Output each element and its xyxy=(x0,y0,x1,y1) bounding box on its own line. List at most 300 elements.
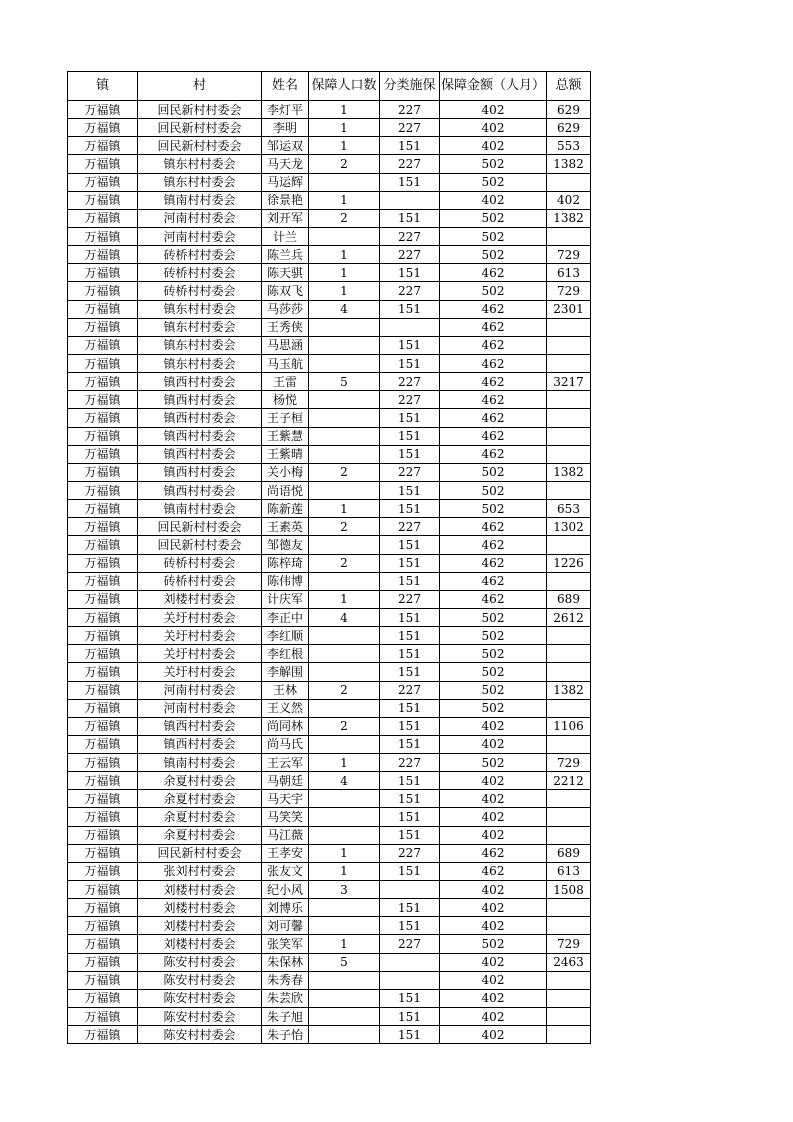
cell-classified-aid: 151 xyxy=(380,699,440,717)
cell-total xyxy=(547,318,591,336)
cell-classified-aid: 227 xyxy=(380,282,440,300)
cell-town: 万福镇 xyxy=(68,862,138,880)
cell-village: 砖桥村村委会 xyxy=(138,282,262,300)
cell-population: 1 xyxy=(309,191,380,209)
cell-name: 王紫晴 xyxy=(262,445,309,463)
cell-town: 万福镇 xyxy=(68,1026,138,1044)
table-row xyxy=(68,119,591,137)
table-row xyxy=(68,554,591,572)
cell-amount: 462 xyxy=(440,427,547,445)
cell-amount: 502 xyxy=(440,699,547,717)
cell-amount: 402 xyxy=(440,826,547,844)
cell-population xyxy=(309,536,380,554)
cell-village: 镇西村村委会 xyxy=(138,409,262,427)
cell-total xyxy=(547,989,591,1007)
cell-population xyxy=(309,917,380,935)
cell-town: 万福镇 xyxy=(68,627,138,645)
cell-population: 1 xyxy=(309,500,380,518)
cell-amount: 462 xyxy=(440,391,547,409)
cell-classified-aid xyxy=(380,318,440,336)
cell-amount: 402 xyxy=(440,971,547,989)
cell-town: 万福镇 xyxy=(68,173,138,191)
cell-town: 万福镇 xyxy=(68,409,138,427)
cell-amount: 462 xyxy=(440,300,547,318)
cell-village: 镇东村村委会 xyxy=(138,354,262,372)
table-row xyxy=(68,354,591,372)
cell-total xyxy=(547,735,591,753)
cell-name: 尚马氏 xyxy=(262,735,309,753)
cell-town: 万福镇 xyxy=(68,645,138,663)
table-row xyxy=(68,209,591,227)
table-row xyxy=(68,772,591,790)
table-row xyxy=(68,808,591,826)
cell-total xyxy=(547,663,591,681)
table-row xyxy=(68,645,591,663)
cell-classified-aid: 151 xyxy=(380,663,440,681)
cell-total: 2212 xyxy=(547,772,591,790)
cell-town: 万福镇 xyxy=(68,772,138,790)
cell-total xyxy=(547,808,591,826)
cell-town: 万福镇 xyxy=(68,989,138,1007)
cell-village: 砖桥村村委会 xyxy=(138,572,262,590)
cell-total: 1382 xyxy=(547,155,591,173)
cell-classified-aid: 151 xyxy=(380,572,440,590)
cell-population xyxy=(309,318,380,336)
table-row xyxy=(68,754,591,772)
cell-town: 万福镇 xyxy=(68,699,138,717)
cell-classified-aid: 151 xyxy=(380,862,440,880)
cell-village: 镇西村村委会 xyxy=(138,373,262,391)
cell-classified-aid: 151 xyxy=(380,137,440,155)
cell-classified-aid xyxy=(380,191,440,209)
cell-name: 李正中 xyxy=(262,608,309,626)
cell-town: 万福镇 xyxy=(68,572,138,590)
cell-town: 万福镇 xyxy=(68,463,138,481)
cell-classified-aid xyxy=(380,971,440,989)
cell-classified-aid: 227 xyxy=(380,463,440,481)
cell-village: 余夏村村委会 xyxy=(138,826,262,844)
cell-town: 万福镇 xyxy=(68,336,138,354)
cell-population xyxy=(309,627,380,645)
table-row xyxy=(68,608,591,626)
cell-name: 王秀侠 xyxy=(262,318,309,336)
cell-name: 王林 xyxy=(262,681,309,699)
cell-amount: 502 xyxy=(440,246,547,264)
table-row xyxy=(68,663,591,681)
cell-village: 回民新村村委会 xyxy=(138,536,262,554)
cell-name: 陈双飞 xyxy=(262,282,309,300)
table-row xyxy=(68,264,591,282)
cell-classified-aid: 227 xyxy=(380,373,440,391)
cell-total xyxy=(547,445,591,463)
cell-village: 余夏村村委会 xyxy=(138,808,262,826)
table-row xyxy=(68,717,591,735)
cell-classified-aid: 151 xyxy=(380,264,440,282)
table-row xyxy=(68,735,591,753)
cell-name: 纪小风 xyxy=(262,881,309,899)
cell-amount: 502 xyxy=(440,608,547,626)
cell-total xyxy=(547,645,591,663)
cell-classified-aid xyxy=(380,953,440,971)
cell-village: 回民新村村委会 xyxy=(138,844,262,862)
cell-name: 李灯平 xyxy=(262,101,309,119)
table-row xyxy=(68,137,591,155)
cell-village: 回民新村村委会 xyxy=(138,101,262,119)
cell-village: 镇西村村委会 xyxy=(138,735,262,753)
cell-village: 砖桥村村委会 xyxy=(138,264,262,282)
header-total: 总额 xyxy=(547,72,591,101)
cell-total: 1106 xyxy=(547,717,591,735)
cell-name: 朱芸欣 xyxy=(262,989,309,1007)
cell-classified-aid: 151 xyxy=(380,989,440,1007)
cell-amount: 402 xyxy=(440,881,547,899)
header-town: 镇 xyxy=(68,72,138,101)
cell-name: 徐景艳 xyxy=(262,191,309,209)
cell-classified-aid: 227 xyxy=(380,155,440,173)
cell-name: 张笑军 xyxy=(262,935,309,953)
cell-town: 万福镇 xyxy=(68,826,138,844)
table-row xyxy=(68,155,591,173)
cell-village: 河南村村委会 xyxy=(138,699,262,717)
cell-village: 刘楼村村委会 xyxy=(138,917,262,935)
cell-town: 万福镇 xyxy=(68,844,138,862)
cell-total: 2463 xyxy=(547,953,591,971)
cell-classified-aid: 227 xyxy=(380,681,440,699)
cell-total xyxy=(547,354,591,372)
cell-amount: 462 xyxy=(440,318,547,336)
cell-amount: 462 xyxy=(440,536,547,554)
table-row xyxy=(68,318,591,336)
cell-population: 2 xyxy=(309,717,380,735)
cell-classified-aid: 151 xyxy=(380,772,440,790)
cell-amount: 462 xyxy=(440,554,547,572)
cell-population xyxy=(309,790,380,808)
cell-village: 关圩村村委会 xyxy=(138,627,262,645)
table-row xyxy=(68,826,591,844)
cell-town: 万福镇 xyxy=(68,1008,138,1026)
table-row xyxy=(68,899,591,917)
cell-total: 553 xyxy=(547,137,591,155)
cell-population xyxy=(309,354,380,372)
cell-classified-aid: 151 xyxy=(380,536,440,554)
cell-village: 镇西村村委会 xyxy=(138,427,262,445)
cell-name: 尚语悦 xyxy=(262,481,309,499)
cell-amount: 502 xyxy=(440,645,547,663)
table-row xyxy=(68,391,591,409)
cell-amount: 462 xyxy=(440,844,547,862)
cell-name: 刘可馨 xyxy=(262,917,309,935)
cell-amount: 462 xyxy=(440,354,547,372)
cell-total xyxy=(547,536,591,554)
cell-total xyxy=(547,391,591,409)
cell-total: 1302 xyxy=(547,518,591,536)
cell-town: 万福镇 xyxy=(68,881,138,899)
cell-town: 万福镇 xyxy=(68,518,138,536)
cell-total: 2301 xyxy=(547,300,591,318)
cell-town: 万福镇 xyxy=(68,373,138,391)
table-row xyxy=(68,445,591,463)
cell-amount: 462 xyxy=(440,264,547,282)
cell-classified-aid: 151 xyxy=(380,554,440,572)
header-name: 姓名 xyxy=(262,72,309,101)
cell-village: 刘楼村村委会 xyxy=(138,590,262,608)
cell-classified-aid: 151 xyxy=(380,427,440,445)
cell-total xyxy=(547,409,591,427)
cell-total: 1226 xyxy=(547,554,591,572)
cell-population: 1 xyxy=(309,590,380,608)
cell-population: 2 xyxy=(309,463,380,481)
cell-population xyxy=(309,481,380,499)
cell-total xyxy=(547,971,591,989)
cell-town: 万福镇 xyxy=(68,808,138,826)
cell-population xyxy=(309,445,380,463)
cell-population xyxy=(309,699,380,717)
cell-amount: 462 xyxy=(440,518,547,536)
cell-population xyxy=(309,808,380,826)
cell-population: 2 xyxy=(309,554,380,572)
cell-town: 万福镇 xyxy=(68,554,138,572)
cell-total: 729 xyxy=(547,754,591,772)
cell-village: 陈安村村委会 xyxy=(138,1026,262,1044)
cell-town: 万福镇 xyxy=(68,953,138,971)
cell-amount: 402 xyxy=(440,989,547,1007)
cell-amount: 462 xyxy=(440,862,547,880)
cell-village: 回民新村村委会 xyxy=(138,119,262,137)
cell-name: 李解围 xyxy=(262,663,309,681)
cell-population xyxy=(309,227,380,245)
cell-name: 王紫慧 xyxy=(262,427,309,445)
cell-total: 1382 xyxy=(547,681,591,699)
cell-classified-aid: 227 xyxy=(380,590,440,608)
cell-total: 689 xyxy=(547,590,591,608)
cell-classified-aid: 151 xyxy=(380,1026,440,1044)
cell-town: 万福镇 xyxy=(68,681,138,699)
cell-classified-aid: 227 xyxy=(380,246,440,264)
cell-town: 万福镇 xyxy=(68,663,138,681)
cell-name: 王雷 xyxy=(262,373,309,391)
cell-amount: 402 xyxy=(440,1008,547,1026)
cell-classified-aid: 151 xyxy=(380,409,440,427)
cell-name: 邹运双 xyxy=(262,137,309,155)
cell-total: 689 xyxy=(547,844,591,862)
cell-amount: 402 xyxy=(440,191,547,209)
cell-population xyxy=(309,989,380,1007)
cell-population xyxy=(309,645,380,663)
cell-amount: 502 xyxy=(440,463,547,481)
cell-village: 余夏村村委会 xyxy=(138,790,262,808)
cell-total: 613 xyxy=(547,862,591,880)
table-row xyxy=(68,881,591,899)
cell-amount: 402 xyxy=(440,137,547,155)
header-population: 保障人口数 xyxy=(309,72,380,101)
cell-name: 王子桓 xyxy=(262,409,309,427)
cell-village: 余夏村村委会 xyxy=(138,772,262,790)
cell-name: 张友文 xyxy=(262,862,309,880)
cell-population xyxy=(309,427,380,445)
cell-classified-aid: 151 xyxy=(380,173,440,191)
cell-classified-aid: 151 xyxy=(380,445,440,463)
table-body xyxy=(68,101,591,1044)
cell-name: 朱子怡 xyxy=(262,1026,309,1044)
cell-village: 镇南村村委会 xyxy=(138,754,262,772)
cell-population xyxy=(309,826,380,844)
cell-name: 马莎莎 xyxy=(262,300,309,318)
cell-village: 镇东村村委会 xyxy=(138,300,262,318)
cell-classified-aid: 151 xyxy=(380,917,440,935)
cell-village: 镇东村村委会 xyxy=(138,173,262,191)
cell-amount: 502 xyxy=(440,173,547,191)
cell-village: 镇南村村委会 xyxy=(138,191,262,209)
cell-classified-aid: 151 xyxy=(380,899,440,917)
cell-classified-aid: 227 xyxy=(380,227,440,245)
cell-town: 万福镇 xyxy=(68,318,138,336)
cell-town: 万福镇 xyxy=(68,790,138,808)
cell-amount: 502 xyxy=(440,627,547,645)
table-row xyxy=(68,373,591,391)
cell-town: 万福镇 xyxy=(68,227,138,245)
cell-population: 4 xyxy=(309,772,380,790)
cell-name: 王孝安 xyxy=(262,844,309,862)
cell-amount: 402 xyxy=(440,899,547,917)
cell-population xyxy=(309,391,380,409)
cell-total: 1508 xyxy=(547,881,591,899)
cell-town: 万福镇 xyxy=(68,445,138,463)
table-row xyxy=(68,953,591,971)
cell-name: 王素英 xyxy=(262,518,309,536)
cell-town: 万福镇 xyxy=(68,137,138,155)
cell-total xyxy=(547,481,591,499)
cell-amount: 502 xyxy=(440,500,547,518)
cell-town: 万福镇 xyxy=(68,735,138,753)
cell-total: 3217 xyxy=(547,373,591,391)
cell-population: 4 xyxy=(309,300,380,318)
cell-total: 629 xyxy=(547,101,591,119)
cell-village: 河南村村委会 xyxy=(138,209,262,227)
cell-population xyxy=(309,173,380,191)
assistance-table xyxy=(67,71,591,1044)
cell-amount: 402 xyxy=(440,101,547,119)
table-row xyxy=(68,427,591,445)
cell-population xyxy=(309,899,380,917)
cell-name: 马天宇 xyxy=(262,790,309,808)
cell-amount: 402 xyxy=(440,808,547,826)
cell-town: 万福镇 xyxy=(68,101,138,119)
cell-amount: 402 xyxy=(440,119,547,137)
cell-village: 关圩村村委会 xyxy=(138,645,262,663)
cell-total xyxy=(547,227,591,245)
cell-amount: 502 xyxy=(440,282,547,300)
cell-town: 万福镇 xyxy=(68,246,138,264)
cell-town: 万福镇 xyxy=(68,590,138,608)
cell-classified-aid: 151 xyxy=(380,354,440,372)
cell-classified-aid: 227 xyxy=(380,391,440,409)
cell-total xyxy=(547,627,591,645)
cell-total: 629 xyxy=(547,119,591,137)
cell-classified-aid: 151 xyxy=(380,735,440,753)
cell-village: 镇西村村委会 xyxy=(138,391,262,409)
cell-classified-aid: 151 xyxy=(380,300,440,318)
cell-town: 万福镇 xyxy=(68,119,138,137)
cell-town: 万福镇 xyxy=(68,971,138,989)
cell-population: 2 xyxy=(309,681,380,699)
cell-name: 马运辉 xyxy=(262,173,309,191)
cell-classified-aid: 227 xyxy=(380,101,440,119)
cell-population: 5 xyxy=(309,373,380,391)
cell-population: 1 xyxy=(309,101,380,119)
cell-population: 3 xyxy=(309,881,380,899)
table-row xyxy=(68,917,591,935)
cell-population: 1 xyxy=(309,935,380,953)
cell-town: 万福镇 xyxy=(68,300,138,318)
cell-village: 陈安村村委会 xyxy=(138,971,262,989)
cell-name: 朱保林 xyxy=(262,953,309,971)
cell-name: 马笑笑 xyxy=(262,808,309,826)
cell-name: 马玉航 xyxy=(262,354,309,372)
cell-town: 万福镇 xyxy=(68,191,138,209)
cell-town: 万福镇 xyxy=(68,500,138,518)
table-row xyxy=(68,1008,591,1026)
cell-total xyxy=(547,899,591,917)
cell-total xyxy=(547,699,591,717)
cell-population: 2 xyxy=(309,155,380,173)
cell-population: 1 xyxy=(309,862,380,880)
table-row xyxy=(68,409,591,427)
cell-town: 万福镇 xyxy=(68,282,138,300)
cell-amount: 402 xyxy=(440,772,547,790)
table-row xyxy=(68,101,591,119)
cell-village: 陈安村村委会 xyxy=(138,953,262,971)
cell-town: 万福镇 xyxy=(68,354,138,372)
cell-amount: 502 xyxy=(440,663,547,681)
cell-name: 陈伟博 xyxy=(262,572,309,590)
cell-amount: 462 xyxy=(440,409,547,427)
cell-town: 万福镇 xyxy=(68,917,138,935)
cell-classified-aid: 227 xyxy=(380,518,440,536)
cell-amount: 462 xyxy=(440,373,547,391)
cell-population xyxy=(309,1008,380,1026)
cell-population: 2 xyxy=(309,209,380,227)
cell-village: 镇西村村委会 xyxy=(138,445,262,463)
cell-name: 马朝廷 xyxy=(262,772,309,790)
cell-classified-aid: 227 xyxy=(380,754,440,772)
cell-name: 陈新莲 xyxy=(262,500,309,518)
cell-total xyxy=(547,1008,591,1026)
cell-village: 陈安村村委会 xyxy=(138,1008,262,1026)
cell-name: 王义然 xyxy=(262,699,309,717)
cell-village: 河南村村委会 xyxy=(138,227,262,245)
cell-classified-aid: 151 xyxy=(380,481,440,499)
cell-name: 马天龙 xyxy=(262,155,309,173)
cell-population: 1 xyxy=(309,282,380,300)
table-row xyxy=(68,572,591,590)
cell-village: 回民新村村委会 xyxy=(138,518,262,536)
cell-village: 关圩村村委会 xyxy=(138,608,262,626)
cell-village: 镇东村村委会 xyxy=(138,318,262,336)
cell-village: 镇东村村委会 xyxy=(138,155,262,173)
table-row xyxy=(68,463,591,481)
cell-amount: 502 xyxy=(440,209,547,227)
cell-classified-aid: 151 xyxy=(380,808,440,826)
cell-village: 镇西村村委会 xyxy=(138,463,262,481)
cell-amount: 502 xyxy=(440,935,547,953)
cell-total xyxy=(547,427,591,445)
table-row xyxy=(68,481,591,499)
cell-total xyxy=(547,917,591,935)
cell-amount: 402 xyxy=(440,790,547,808)
cell-population: 4 xyxy=(309,608,380,626)
cell-population xyxy=(309,971,380,989)
cell-classified-aid: 227 xyxy=(380,119,440,137)
